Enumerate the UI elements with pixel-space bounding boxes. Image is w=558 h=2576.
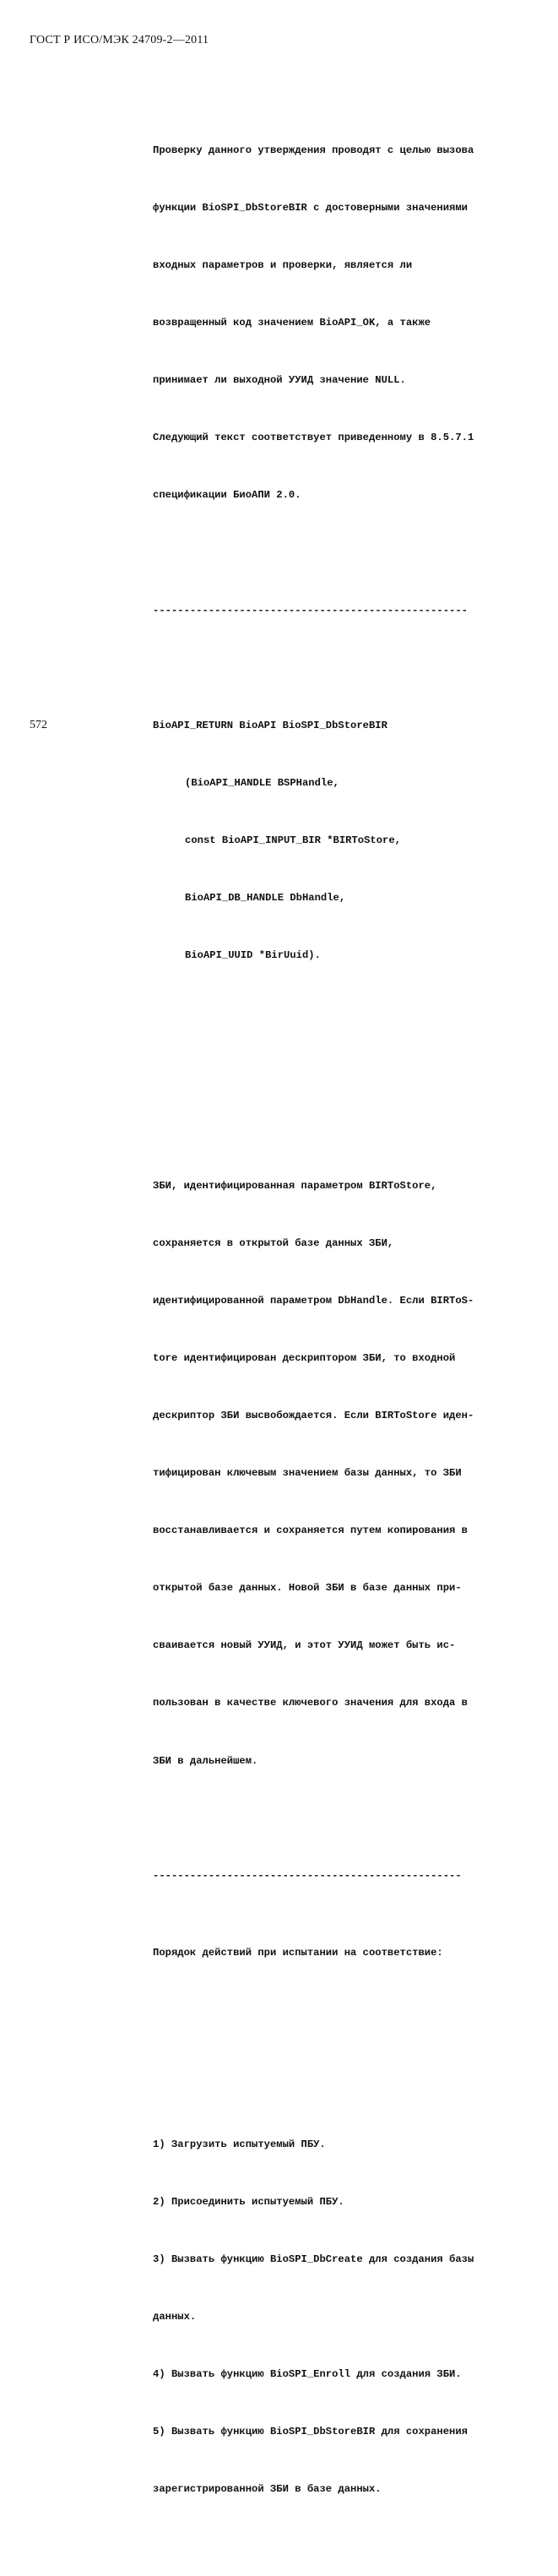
intro-paragraph <box>153 102 524 543</box>
function-signature <box>153 677 524 1003</box>
separator-line: --------------------------------------------------- <box>153 604 468 617</box>
page-number: 572 <box>30 719 47 731</box>
list-item: 4) Вызвать функцию BioSPI_Enroll для создания ЗБИ. <box>153 2367 462 2380</box>
signature-param: BioAPI_DB_HANDLE DbHandle, <box>185 892 346 905</box>
text-line: ЗБИ в дальнейшем. <box>153 1754 258 1767</box>
text-line: тифицирован ключевым значением базы данных, то ЗБИ <box>153 1467 462 1480</box>
text-line: входных параметров и проверки, является ли <box>153 259 413 271</box>
text-line: tore идентифицирован дескриптором ЗБИ, то входной <box>153 1351 456 1364</box>
procedure-steps <box>153 2096 524 2537</box>
document-body <box>153 64 524 2576</box>
text-line: открытой базе данных. Новой ЗБИ в базе данных при- <box>153 1582 462 1595</box>
text-line: сохраняется в открытой базе данных ЗБИ, <box>153 1236 394 1249</box>
signature-param: (BioAPI_HANDLE BSPHandle, <box>185 776 339 789</box>
list-item: 3) Вызвать функцию BioSPI_DbCreate для создания базы <box>153 2253 474 2265</box>
description-paragraph <box>153 1138 524 1808</box>
text-line: дескриптор ЗБИ высвобождается. Если BIRToStore иден- <box>153 1409 474 1421</box>
list-item: данных. <box>153 2310 197 2323</box>
signature-param: const BioAPI_INPUT_BIR *BIRToStore, <box>185 834 401 846</box>
list-item: 2) Присоединить испытуемый ПБУ. <box>153 2195 344 2208</box>
procedure-title: Порядок действий при испытании на соответствие: <box>153 1946 443 1959</box>
list-item: 1) Загрузить испытуемый ПБУ. <box>153 2138 326 2150</box>
text-line: ЗБИ, идентифицированная параметром BIRToStore, <box>153 1179 437 1192</box>
text-line: идентифицированной параметром DbHandle. Если BIRToS- <box>153 1294 474 1307</box>
list-item: 5) Вызвать функцию BioSPI_DbStoreBIR для сохранения <box>153 2425 468 2437</box>
text-line: Следующий текст соответствует приведенному в 8.5.7.1 <box>153 432 474 444</box>
text-line: пользован в качестве ключевого значения для входа в <box>153 1697 468 1709</box>
spacer <box>153 2019 524 2039</box>
document-header: ГОСТ Р ИСО/МЭК 24709-2—2011 <box>30 34 209 46</box>
text-line: спецификации БиоАПИ 2.0. <box>153 489 301 502</box>
spacer <box>153 1061 524 1080</box>
signature-head: BioAPI_RETURN BioAPI BioSPI_DbStoreBIR <box>153 719 387 731</box>
text-line: принимает ли выходной УУИД значение NULL. <box>153 374 406 387</box>
text-line: возвращенный код значением BioAPI_OK, а также <box>153 317 431 329</box>
list-item: зарегистрированной ЗБИ в базе данных. <box>153 2483 382 2496</box>
separator-line: -------------------------------------------------- <box>153 1869 462 1882</box>
text-line: Проверку данного утверждения проводят с целью вызова <box>153 144 474 156</box>
text-line: сваивается новый УУИД, и этот УУИД может быть ис- <box>153 1639 456 1652</box>
signature-param: BioAPI_UUID *BirUuid). <box>185 949 321 962</box>
text-line: восстанавливается и сохраняется путем копирования в <box>153 1524 468 1537</box>
text-line: функции BioSPI_DbStoreBIR с достоверными значениями <box>153 201 468 214</box>
